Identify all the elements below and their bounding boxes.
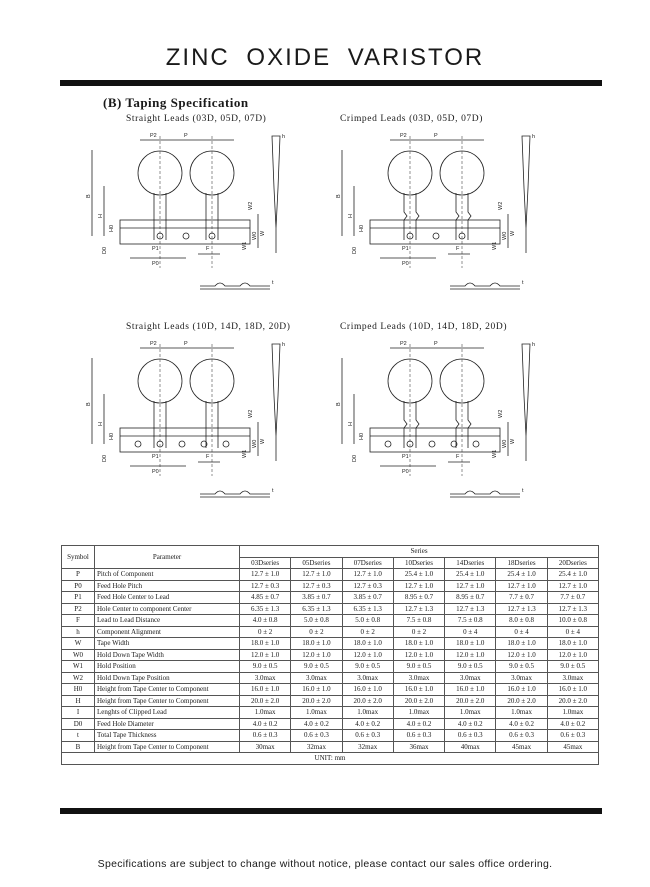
dim-label-p1: P1 xyxy=(402,246,409,252)
row-parameter: Feed Hole Diameter xyxy=(95,718,240,730)
row-value: 20.0 ± 2.0 xyxy=(393,695,444,707)
feed-hole xyxy=(433,233,439,239)
row-value: 12.7 ± 1.3 xyxy=(393,603,444,615)
row-value: 12.7 ± 1.3 xyxy=(496,603,547,615)
row-value: 20.0 ± 2.0 xyxy=(342,695,393,707)
row-symbol: W xyxy=(62,638,95,650)
row-symbol: P xyxy=(62,569,95,581)
dim-label-w2: W2 xyxy=(498,201,504,210)
spec-table-body xyxy=(62,569,599,753)
row-value: 16.0 ± 1.0 xyxy=(496,684,547,696)
dim-label-p1: P1 xyxy=(152,246,159,252)
row-value: 3.0max xyxy=(445,672,496,684)
dim-label-p: P xyxy=(434,341,438,347)
row-value: 4.0 ± 0.2 xyxy=(342,718,393,730)
tape-cross-section xyxy=(450,283,520,286)
series-column-header: 14Dseries xyxy=(445,557,496,569)
row-value: 1.0max xyxy=(291,707,342,719)
dim-label-p2: P2 xyxy=(150,133,157,139)
row-value: 20.0 ± 2.0 xyxy=(240,695,291,707)
row-value: 9.0 ± 0.5 xyxy=(547,661,598,673)
row-parameter: Pitch of Component xyxy=(95,569,240,581)
row-value: 18.0 ± 1.0 xyxy=(445,638,496,650)
lead-wire xyxy=(416,193,419,240)
row-value: 7.5 ± 0.8 xyxy=(393,615,444,627)
row-value: 4.0 ± 0.2 xyxy=(547,718,598,730)
row-value: 18.0 ± 1.0 xyxy=(240,638,291,650)
side-profile xyxy=(522,136,530,228)
row-value: 0.6 ± 0.3 xyxy=(342,730,393,742)
row-value: 8.95 ± 0.7 xyxy=(393,592,444,604)
row-value: 4.0 ± 0.2 xyxy=(240,718,291,730)
series-column-header: 07Dseries xyxy=(342,557,393,569)
row-value: 12.7 ± 1.3 xyxy=(445,603,496,615)
row-value: 9.0 ± 0.5 xyxy=(240,661,291,673)
row-value: 4.0 ± 0.2 xyxy=(393,718,444,730)
dim-label-b: B xyxy=(336,402,342,406)
dim-label-p: P xyxy=(434,133,438,139)
caption-straight-small: Straight Leads (03D, 05D, 07D) xyxy=(126,114,267,124)
lead-wire xyxy=(456,401,459,448)
row-value: 4.85 ± 0.7 xyxy=(240,592,291,604)
dim-label-w0: W0 xyxy=(252,439,258,448)
dim-label-w1: W1 xyxy=(242,241,248,250)
row-value: 12.0 ± 1.0 xyxy=(240,649,291,661)
dim-label-w1: W1 xyxy=(242,449,248,458)
row-value: 5.0 ± 0.8 xyxy=(291,615,342,627)
dim-label-w0: W0 xyxy=(502,231,508,240)
row-parameter: Tape Width xyxy=(95,638,240,650)
dim-label-w2: W2 xyxy=(248,409,254,418)
header-symbol: Symbol xyxy=(62,546,95,569)
taping-diagram-crimped-small xyxy=(320,128,550,303)
row-value: 0 ± 4 xyxy=(496,626,547,638)
dim-label-t: t xyxy=(272,280,274,286)
dim-label-f: F xyxy=(206,246,210,252)
row-value: 12.0 ± 1.0 xyxy=(291,649,342,661)
row-symbol: W0 xyxy=(62,649,95,661)
row-value: 18.0 ± 1.0 xyxy=(393,638,444,650)
row-value: 20.0 ± 2.0 xyxy=(496,695,547,707)
dim-label-w: W xyxy=(260,438,266,444)
table-row xyxy=(62,718,599,730)
table-row xyxy=(62,649,599,661)
row-value: 16.0 ± 1.0 xyxy=(547,684,598,696)
row-value: 32max xyxy=(342,741,393,753)
row-value: 3.0max xyxy=(240,672,291,684)
row-value: 16.0 ± 1.0 xyxy=(291,684,342,696)
dim-label-H: H xyxy=(98,214,104,218)
row-value: 8.95 ± 0.7 xyxy=(445,592,496,604)
row-value: 4.0 ± 0.8 xyxy=(240,615,291,627)
unit-note: UNIT: mm xyxy=(62,753,599,765)
table-row xyxy=(62,626,599,638)
row-value: 4.0 ± 0.2 xyxy=(445,718,496,730)
table-row xyxy=(62,684,599,696)
row-value: 25.4 ± 1.0 xyxy=(393,569,444,581)
side-profile xyxy=(272,136,280,228)
row-value: 0.6 ± 0.3 xyxy=(547,730,598,742)
row-value: 25.4 ± 1.0 xyxy=(445,569,496,581)
row-value: 20.0 ± 2.0 xyxy=(291,695,342,707)
dim-label-p: P xyxy=(184,341,188,347)
row-value: 12.7 ± 1.0 xyxy=(445,580,496,592)
dim-label-d0: D0 xyxy=(102,246,108,254)
row-value: 1.0max xyxy=(547,707,598,719)
dim-label-p1: P1 xyxy=(152,454,159,460)
feed-hole xyxy=(223,441,229,447)
bottom-rule xyxy=(60,808,602,814)
row-symbol: h xyxy=(62,626,95,638)
dim-label-p2: P2 xyxy=(400,341,407,347)
dim-label-w: W xyxy=(260,230,266,236)
row-symbol: B xyxy=(62,741,95,753)
row-value: 4.0 ± 0.2 xyxy=(496,718,547,730)
dim-label-p1: P1 xyxy=(402,454,409,460)
row-value: 3.0max xyxy=(291,672,342,684)
tape-cross-section xyxy=(200,283,270,286)
row-parameter: Lenghts of Clipped Lead xyxy=(95,707,240,719)
feed-hole xyxy=(179,441,185,447)
feed-hole xyxy=(429,441,435,447)
dim-label-w2: W2 xyxy=(248,201,254,210)
row-value: 3.0max xyxy=(342,672,393,684)
lead-wire xyxy=(404,193,407,240)
row-value: 12.7 ± 1.0 xyxy=(240,569,291,581)
row-value: 12.7 ± 1.0 xyxy=(291,569,342,581)
table-row xyxy=(62,569,599,581)
footer-note: Specifications are subject to change without notice, please contact our sales office ordering. xyxy=(97,858,553,870)
row-value: 5.0 ± 0.8 xyxy=(342,615,393,627)
row-value: 0 ± 2 xyxy=(393,626,444,638)
row-value: 36max xyxy=(393,741,444,753)
row-value: 12.0 ± 1.0 xyxy=(547,649,598,661)
row-value: 16.0 ± 1.0 xyxy=(240,684,291,696)
dim-label-H: H xyxy=(348,214,354,218)
feed-hole xyxy=(183,233,189,239)
row-value: 0 ± 2 xyxy=(342,626,393,638)
row-value: 6.35 ± 1.3 xyxy=(240,603,291,615)
carrier-tape xyxy=(370,220,500,244)
taping-diagram-crimped-large xyxy=(320,336,550,511)
row-symbol: P0 xyxy=(62,580,95,592)
dim-label-h: h xyxy=(282,342,286,348)
series-column-header: 03Dseries xyxy=(240,557,291,569)
row-value: 0.6 ± 0.3 xyxy=(445,730,496,742)
series-column-header: 18Dseries xyxy=(496,557,547,569)
row-symbol: I xyxy=(62,707,95,719)
dim-label-w1: W1 xyxy=(492,241,498,250)
series-column-header: 10Dseries xyxy=(393,557,444,569)
row-parameter: Lead to Lead Distance xyxy=(95,615,240,627)
document-title: ZINC OXIDE VARISTOR xyxy=(165,44,485,71)
table-row xyxy=(62,592,599,604)
feed-hole xyxy=(473,441,479,447)
row-value: 12.0 ± 1.0 xyxy=(445,649,496,661)
tape-cross-section xyxy=(200,491,270,494)
dim-label-p0: P0 xyxy=(402,469,409,475)
dim-label-h0: H0 xyxy=(359,224,365,232)
row-value: 12.7 ± 1.0 xyxy=(393,580,444,592)
dim-label-b: B xyxy=(86,402,92,406)
row-value: 16.0 ± 1.0 xyxy=(342,684,393,696)
dim-label-t: t xyxy=(272,488,274,494)
row-parameter: Feed Hole Pitch xyxy=(95,580,240,592)
dim-label-h: h xyxy=(282,134,286,140)
row-value: 9.0 ± 0.5 xyxy=(393,661,444,673)
dim-label-w1: W1 xyxy=(492,449,498,458)
series-column-header: 20Dseries xyxy=(547,557,598,569)
row-value: 1.0max xyxy=(342,707,393,719)
row-value: 0.6 ± 0.3 xyxy=(496,730,547,742)
row-parameter: Height from Tape Center to Component xyxy=(95,684,240,696)
table-row xyxy=(62,615,599,627)
dim-label-w2: W2 xyxy=(498,409,504,418)
dim-label-h0: H0 xyxy=(109,432,115,440)
row-value: 1.0max xyxy=(445,707,496,719)
dim-label-p0: P0 xyxy=(152,261,159,267)
lead-wire xyxy=(404,401,407,448)
dim-label-t: t xyxy=(522,280,524,286)
dim-label-t: t xyxy=(522,488,524,494)
caption-crimped-small: Crimped Leads (03D, 05D, 07D) xyxy=(340,114,483,124)
row-value: 16.0 ± 1.0 xyxy=(445,684,496,696)
lead-wire xyxy=(456,193,459,240)
row-value: 1.0max xyxy=(240,707,291,719)
row-value: 9.0 ± 0.5 xyxy=(291,661,342,673)
row-symbol: W1 xyxy=(62,661,95,673)
row-parameter: Hold Position xyxy=(95,661,240,673)
row-parameter: Hold Down Tape Width xyxy=(95,649,240,661)
row-value: 18.0 ± 1.0 xyxy=(342,638,393,650)
taping-diagram-straight-large xyxy=(80,336,300,511)
dim-label-d0: D0 xyxy=(352,246,358,254)
dim-label-h: h xyxy=(532,342,536,348)
row-value: 9.0 ± 0.5 xyxy=(496,661,547,673)
taping-spec-table xyxy=(61,545,599,765)
row-value: 25.4 ± 1.0 xyxy=(547,569,598,581)
row-value: 20.0 ± 2.0 xyxy=(547,695,598,707)
dim-label-h0: H0 xyxy=(109,224,115,232)
row-value: 4.0 ± 0.2 xyxy=(291,718,342,730)
row-value: 7.7 ± 0.7 xyxy=(496,592,547,604)
row-value: 7.7 ± 0.7 xyxy=(547,592,598,604)
dim-label-f: F xyxy=(456,246,460,252)
table-row xyxy=(62,638,599,650)
row-value: 45max xyxy=(547,741,598,753)
dim-label-b: B xyxy=(86,194,92,198)
row-value: 0.6 ± 0.3 xyxy=(291,730,342,742)
dim-label-H: H xyxy=(98,422,104,426)
row-value: 12.7 ± 1.3 xyxy=(547,603,598,615)
tape-cross-section xyxy=(450,491,520,494)
dim-label-p0: P0 xyxy=(152,469,159,475)
section-heading: (B) Taping Specification xyxy=(103,95,249,110)
row-value: 12.7 ± 0.3 xyxy=(342,580,393,592)
row-value: 12.7 ± 1.0 xyxy=(547,580,598,592)
row-value: 1.0max xyxy=(393,707,444,719)
caption-straight-large: Straight Leads (10D, 14D, 18D, 20D) xyxy=(126,322,291,332)
row-value: 9.0 ± 0.5 xyxy=(342,661,393,673)
dim-label-d0: D0 xyxy=(102,454,108,462)
row-value: 16.0 ± 1.0 xyxy=(393,684,444,696)
row-value: 12.0 ± 1.0 xyxy=(496,649,547,661)
row-value: 18.0 ± 1.0 xyxy=(496,638,547,650)
row-value: 10.0 ± 0.8 xyxy=(547,615,598,627)
dim-label-p: P xyxy=(184,133,188,139)
header-series: Series xyxy=(240,546,599,558)
row-value: 3.85 ± 0.7 xyxy=(291,592,342,604)
row-value: 25.4 ± 1.0 xyxy=(496,569,547,581)
lead-wire xyxy=(416,401,419,448)
row-value: 12.0 ± 1.0 xyxy=(342,649,393,661)
row-symbol: D0 xyxy=(62,718,95,730)
row-parameter: Hold Down Tape Position xyxy=(95,672,240,684)
row-parameter: Total Tape Thickness xyxy=(95,730,240,742)
table-row xyxy=(62,580,599,592)
row-value: 6.35 ± 1.3 xyxy=(342,603,393,615)
dim-label-w: W xyxy=(510,230,516,236)
row-value: 12.7 ± 1.0 xyxy=(342,569,393,581)
row-parameter: Feed Hole Center to Lead xyxy=(95,592,240,604)
row-parameter: Component Alignment xyxy=(95,626,240,638)
row-parameter: Hole Center to component Center xyxy=(95,603,240,615)
dim-label-H: H xyxy=(348,422,354,426)
row-value: 9.0 ± 0.5 xyxy=(445,661,496,673)
row-value: 40max xyxy=(445,741,496,753)
table-row xyxy=(62,707,599,719)
dim-label-f: F xyxy=(456,454,460,460)
series-column-header: 05Dseries xyxy=(291,557,342,569)
row-value: 0 ± 2 xyxy=(240,626,291,638)
dim-label-d0: D0 xyxy=(352,454,358,462)
row-value: 12.7 ± 1.0 xyxy=(496,580,547,592)
top-rule xyxy=(60,80,602,86)
row-value: 30max xyxy=(240,741,291,753)
row-symbol: P2 xyxy=(62,603,95,615)
row-parameter: Height from Tape Center to Component xyxy=(95,695,240,707)
table-row xyxy=(62,672,599,684)
dim-label-p0: P0 xyxy=(402,261,409,267)
dim-label-b: B xyxy=(336,194,342,198)
feed-hole xyxy=(135,441,141,447)
table-row xyxy=(62,741,599,753)
carrier-tape xyxy=(120,220,250,244)
row-value: 3.85 ± 0.7 xyxy=(342,592,393,604)
row-value: 3.0max xyxy=(547,672,598,684)
row-value: 12.7 ± 0.3 xyxy=(291,580,342,592)
row-parameter: Height from Tape Center to Component xyxy=(95,741,240,753)
row-value: 0 ± 4 xyxy=(445,626,496,638)
header-parameter: Parameter xyxy=(95,546,240,569)
feed-hole xyxy=(385,441,391,447)
row-value: 32max xyxy=(291,741,342,753)
row-value: 7.5 ± 0.8 xyxy=(445,615,496,627)
row-value: 12.7 ± 0.3 xyxy=(240,580,291,592)
dim-label-p2: P2 xyxy=(150,341,157,347)
table-row xyxy=(62,695,599,707)
carrier-tape xyxy=(120,428,250,452)
lead-wire xyxy=(468,401,471,448)
row-symbol: t xyxy=(62,730,95,742)
row-value: 6.35 ± 1.3 xyxy=(291,603,342,615)
table-row xyxy=(62,661,599,673)
dim-label-h0: H0 xyxy=(359,432,365,440)
dim-label-w0: W0 xyxy=(502,439,508,448)
row-symbol: P1 xyxy=(62,592,95,604)
row-symbol: H0 xyxy=(62,684,95,696)
row-value: 18.0 ± 1.0 xyxy=(291,638,342,650)
row-symbol: F xyxy=(62,615,95,627)
row-value: 12.0 ± 1.0 xyxy=(393,649,444,661)
row-value: 18.0 ± 1.0 xyxy=(547,638,598,650)
table-row xyxy=(62,730,599,742)
dim-label-h: h xyxy=(532,134,536,140)
taping-diagram-straight-small xyxy=(80,128,300,303)
row-value: 20.0 ± 2.0 xyxy=(445,695,496,707)
dim-label-f: F xyxy=(206,454,210,460)
caption-crimped-large: Crimped Leads (10D, 14D, 18D, 20D) xyxy=(340,322,508,332)
side-profile xyxy=(522,344,530,436)
carrier-tape xyxy=(370,428,500,452)
row-value: 0.6 ± 0.3 xyxy=(240,730,291,742)
dim-label-p2: P2 xyxy=(400,133,407,139)
row-symbol: W2 xyxy=(62,672,95,684)
row-symbol: H xyxy=(62,695,95,707)
dim-label-w0: W0 xyxy=(252,231,258,240)
row-value: 8.0 ± 0.8 xyxy=(496,615,547,627)
dim-label-w: W xyxy=(510,438,516,444)
row-value: 3.0max xyxy=(496,672,547,684)
lead-wire xyxy=(468,193,471,240)
row-value: 45max xyxy=(496,741,547,753)
row-value: 0 ± 2 xyxy=(291,626,342,638)
row-value: 0 ± 4 xyxy=(547,626,598,638)
side-profile xyxy=(272,344,280,436)
table-row xyxy=(62,603,599,615)
row-value: 3.0max xyxy=(393,672,444,684)
row-value: 0.6 ± 0.3 xyxy=(393,730,444,742)
row-value: 1.0max xyxy=(496,707,547,719)
